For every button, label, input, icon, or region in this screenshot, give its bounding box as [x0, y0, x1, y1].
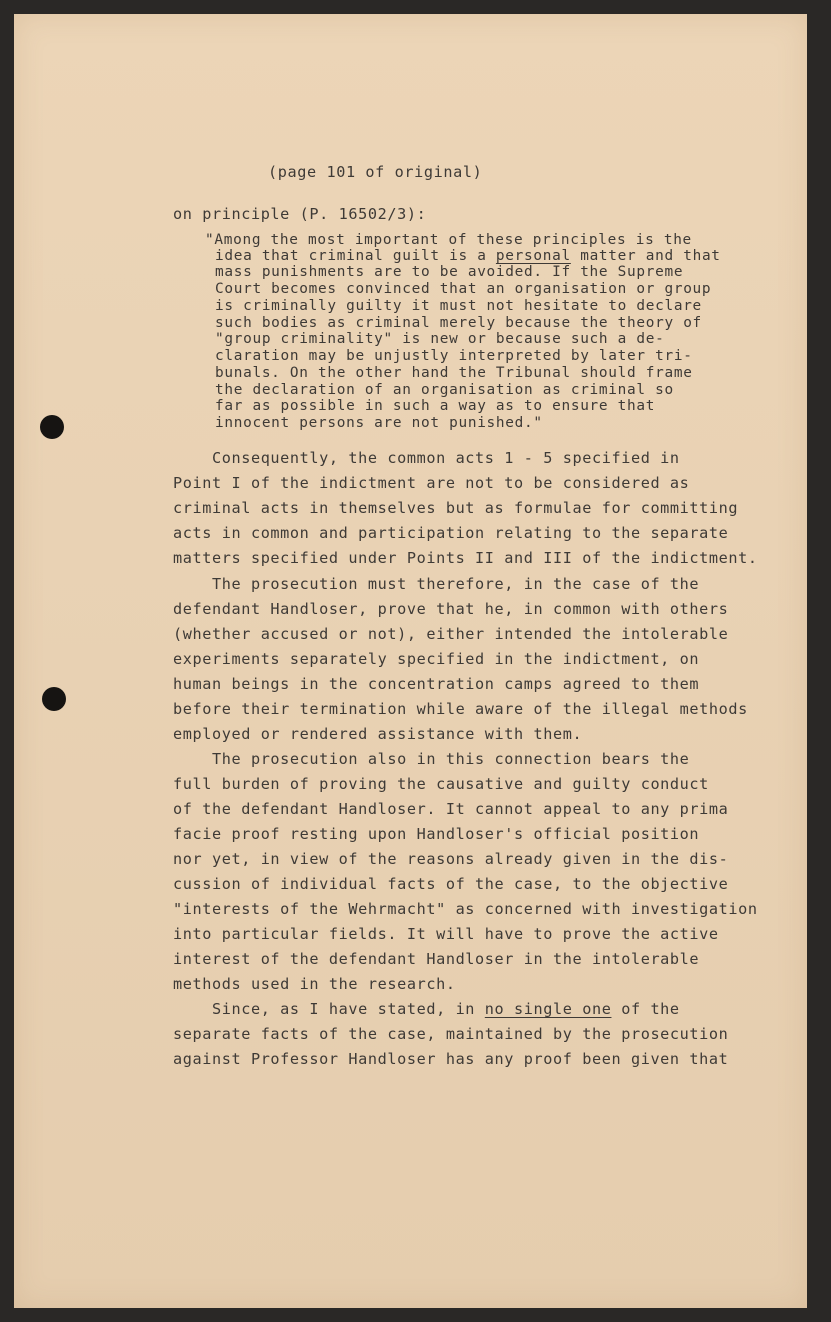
body-line: into particular fields. It will have to prove the active: [173, 925, 719, 943]
quote-line: claration may be unjustly interpreted by later tri-: [215, 348, 693, 364]
body-line: interest of the defendant Handloser in the intolerable: [173, 950, 700, 968]
quote-line: far as possible in such a way as to ensure that: [215, 398, 656, 414]
body-line: facie proof resting upon Handloser's official position: [173, 825, 700, 843]
quote-line: the declaration of an organisation as criminal so: [215, 382, 674, 398]
body-line: before their termination while aware of the illegal methods: [173, 700, 748, 718]
body-line: "interests of the Wehrmacht" as concerned with investigation: [173, 900, 758, 918]
body-line: separate facts of the case, maintained by the prosecution: [173, 1025, 729, 1043]
body-line: criminal acts in themselves but as formulae for committing: [173, 499, 739, 517]
underlined-word: personal: [495, 248, 571, 264]
body-line: Consequently, the common acts 1 - 5 specified in: [173, 449, 680, 467]
body-line: defendant Handloser, prove that he, in common with others: [173, 600, 729, 618]
body-line: human beings in the concentration camps agreed to them: [173, 675, 700, 693]
quote-line: mass punishments are to be avoided. If the Supreme: [215, 264, 684, 280]
body-line: Point I of the indictment are not to be considered as: [173, 474, 690, 492]
body-line: full burden of proving the causative and guilty conduct: [173, 775, 709, 793]
quote-line: Court becomes convinced that an organisation or group: [215, 281, 712, 297]
body-line: The prosecution also in this connection bears the: [173, 750, 690, 768]
body-line: methods used in the research.: [173, 975, 456, 993]
quote-line: idea that criminal guilt is a personal matter and that: [215, 248, 721, 264]
body-line: Since, as I have stated, in no single one of the: [173, 1000, 680, 1018]
page-header: (page 101 of original): [268, 163, 483, 181]
body-line: cussion of individual facts of the case, to the objective: [173, 875, 729, 893]
body-line: employed or rendered assistance with them.: [173, 725, 583, 743]
quote-line: innocent persons are not punished.": [215, 415, 543, 431]
quote-line: "group criminality" is new or because such a de-: [215, 331, 665, 347]
body-line: of the defendant Handloser. It cannot appeal to any prima: [173, 800, 729, 818]
underlined-phrase: no single one: [484, 1000, 612, 1018]
body-line: The prosecution must therefore, in the case of the: [173, 575, 700, 593]
body-line: against Professor Handloser has any proof been given that: [173, 1050, 729, 1068]
quote-line: bunals. On the other hand the Tribunal should frame: [215, 365, 693, 381]
body-line: experiments separately specified in the indictment, on: [173, 650, 700, 668]
body-line: acts in common and participation relating to the separate: [173, 524, 729, 542]
quote-line: "Among the most important of these principles is the: [205, 232, 692, 248]
quote-line: is criminally guilty it must not hesitate to declare: [215, 298, 702, 314]
body-line: nor yet, in view of the reasons already given in the dis-: [173, 850, 729, 868]
intro-line: on principle (P. 16502/3):: [173, 205, 427, 223]
quote-line: such bodies as criminal merely because the theory of: [215, 315, 702, 331]
punch-hole: [42, 687, 66, 711]
punch-hole: [40, 415, 64, 439]
body-line: (whether accused or not), either intended the intolerable: [173, 625, 729, 643]
body-line: matters specified under Points II and III of the indictment.: [173, 549, 758, 567]
